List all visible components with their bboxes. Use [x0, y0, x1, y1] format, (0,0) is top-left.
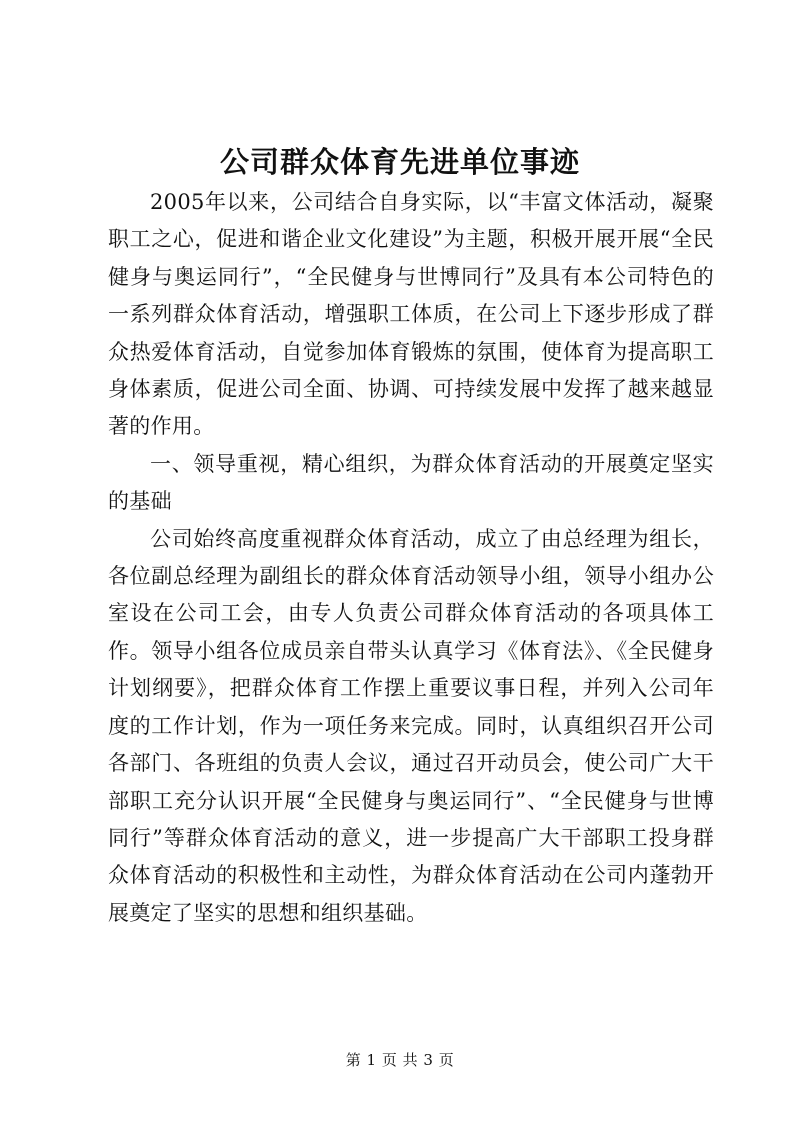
intro-paragraph: 2005年以来，公司结合自身实际，以“丰富文体活动，凝聚职工之心，促进和谐企业文化建设”为主题，积极开展开展“全民健身与奥运同行”，“全民健身与世博同行”及具有本公司特色的一系列群众体育活动，增强职工体质，在公司上下逐步形成了群众热爱体育活动，自觉参加体育锻炼的氛围，使体育为提高职工身体素质，促进公司全面、协调、可持续发展中发挥了越来越显著的作用。 [108, 190, 714, 439]
page-number-footer: 第 1 页 共 3 页 [345, 1051, 455, 1069]
section-heading-1: 一、领导重视，精心组织，为群众体育活动的开展奠定坚实的基础 [108, 451, 714, 514]
document-body [108, 184, 714, 932]
document-title: 公司群众体育先进单位事迹 [219, 145, 580, 179]
section-1-paragraph: 公司始终高度重视群众体育活动，成立了由总经理为组长，各位副总经理为副组长的群众体育活动领导小组，领导小组办公室设在公司工会，由专人负责公司群众体育活动的各项具体工作。领导小组各位成员亲自带头认真学习《体育法》、《全民健身计划纲要》，把群众体育工作摆上重要议事日程，并列入公司年度的工作计划，作为一项任务来完成。同时，认真组织召开公司各部门、各班组的负责人会议，通过召开动员会，使公司广大干部职工充分认识开展“全民健身与奥运同行”、“全民健身与世博同行”等群众体育活动的意义，进一步提高广大干部职工投身群众体育活动的积极性和主动性，为群众体育活动在公司内蓬勃开展奠定了坚实的思想和组织基础。 [108, 526, 714, 925]
